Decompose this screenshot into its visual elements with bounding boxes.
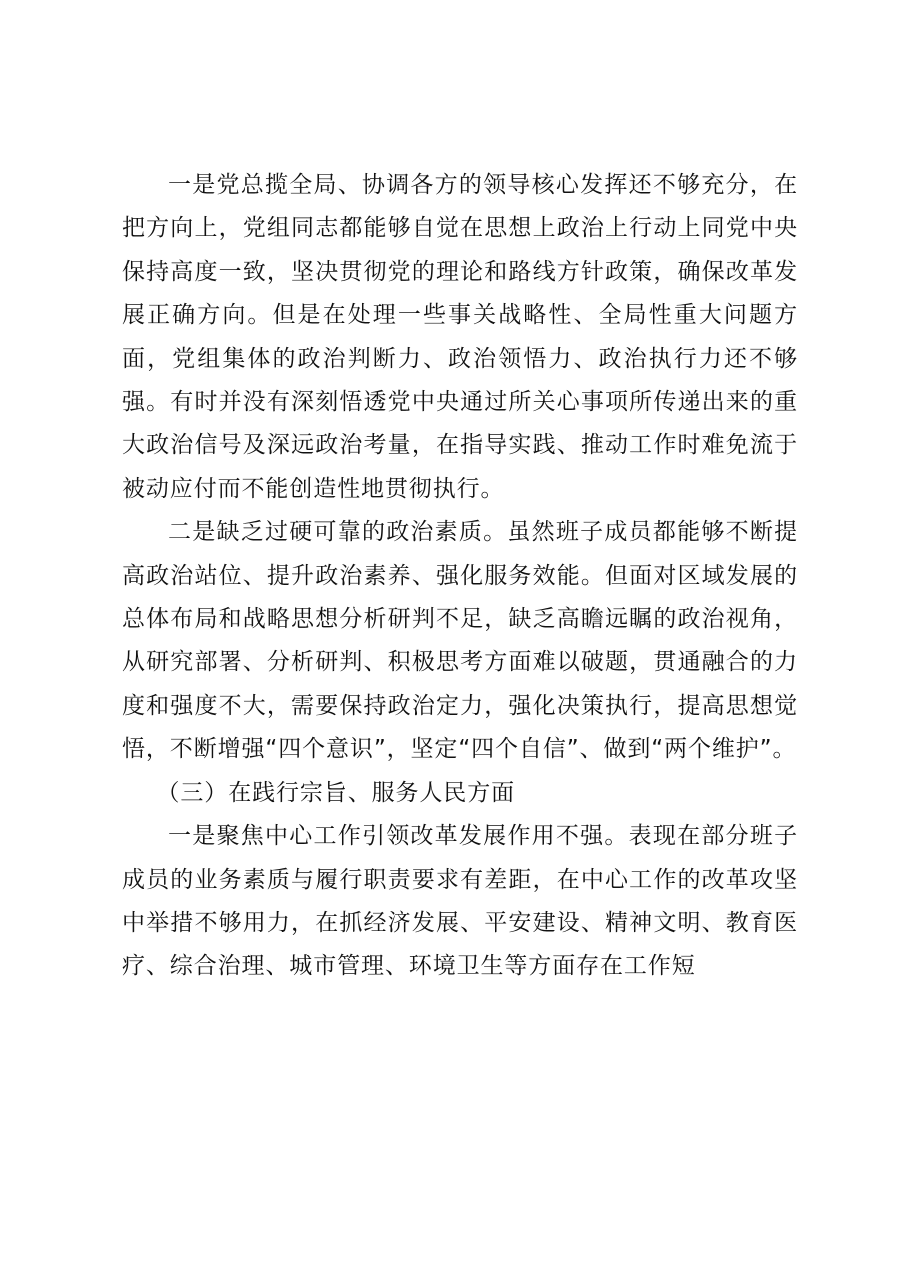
document-body xyxy=(122,164,798,989)
section-heading-serving-people: （三）在践行宗旨、服务人民方面 xyxy=(156,779,515,806)
paragraph-political-quality: 二是缺乏过硬可靠的政治素质。虽然班子成员都能够不断提高政治站位、提升政治素养、强化服务效能。但面对区域发展的总体布局和战略思想分析研判不足，缺乏高瞻远瞩的政治视角，从研究部署、分析研判、积极思考方面难以破题，贯通融合的力度和强度不大，需要保持政治定力，强化决策执行，提高思想觉悟，不断增强“四个意识”，坚定“四个自信”、做到“两个维护”。 xyxy=(122,519,798,763)
paragraph-party-leadership: 一是党总揽全局、协调各方的领导核心发挥还不够充分，在把方向上，党组同志都能够自觉在思想上政治上行动上同党中央保持高度一致，坚决贯彻党的理论和路线方针政策，确保改革发展正确方向。但是在处理一些事关战略性、全局性重大问题方面，党组集体的政治判断力、政治领悟力、政治执行力还不够强。有时并没有深刻悟透党中央通过所关心事项所传递出来的重大政治信号及深远政治考量，在指导实践、推动工作时难免流于被动应付而不能创造性地贯彻执行。 xyxy=(122,172,798,502)
paragraph-central-work: 一是聚焦中心工作引领改革发展作用不强。表现在部分班子成员的业务素质与履行职责要求有差距，在中心工作的改革攻坚中举措不够用力，在抓经济发展、平安建设、精神文明、教育医疗、综合治理、城市管理、环境卫生等方面存在工作短 xyxy=(122,823,798,980)
